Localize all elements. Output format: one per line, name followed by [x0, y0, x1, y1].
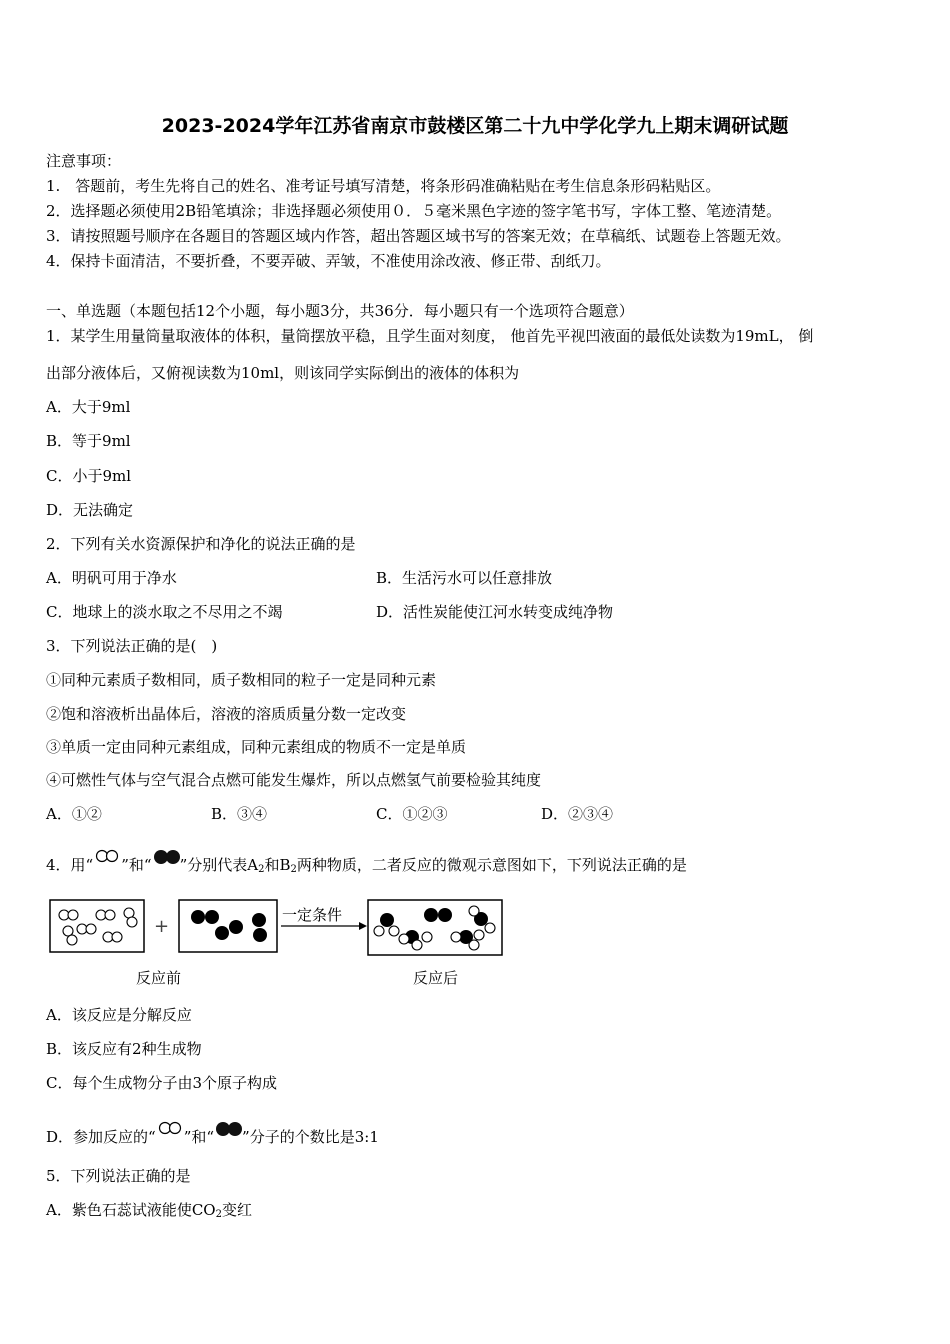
option-d-part: D．参加反应的“ [46, 1128, 156, 1146]
subscript: 2 [215, 1209, 222, 1220]
question-1-option-c: C．小于9ml [46, 467, 132, 485]
white-molecule-icon [156, 1120, 184, 1136]
question-2-option-d: D．活性炭能使江河水转变成纯净物 [376, 603, 614, 621]
arrow-label: 一定条件 [282, 906, 343, 924]
arrow-head [359, 922, 367, 930]
reaction-diagram [46, 893, 516, 993]
question-4-stem-part: ”分别代表A [179, 856, 259, 874]
black-molecule-icon [214, 1120, 242, 1136]
question-4-stem-part: 两种物质，二者反应的微观示意图如下，下列说法正确的是 [296, 856, 687, 874]
before-label: 反应前 [136, 969, 182, 987]
question-3-statement: ③单质一定由同种元素组成，同种元素组成的物质不一定是单质 [46, 738, 467, 756]
question-3-option-c: C．①②③ [376, 805, 448, 823]
question-4-option-d [46, 1120, 379, 1147]
question-3-statement: ①同种元素质子数相同，质子数相同的粒子一定是同种元素 [46, 671, 437, 689]
black-molecule-icon [152, 848, 180, 864]
question-4-stem [46, 848, 687, 880]
product-molecules [374, 906, 495, 950]
notice-item: 2．选择题必须使用2B铅笔填涂；非选择题必须使用０．５毫米黑色字迹的签字笔书写，字体工整、笔迹清楚。 [46, 202, 782, 220]
question-1-option-a: A．大于9ml [46, 398, 131, 416]
option-d-part: ”分子的个数比是3:1 [242, 1128, 379, 1146]
question-4-stem-part: ”和“ [121, 856, 152, 874]
subscript: 2 [258, 864, 265, 875]
question-4-option-a: A．该反应是分解反应 [46, 1006, 192, 1024]
page-title: 2023-2024学年江苏省南京市鼓楼区第二十九中学化学九上期末调研试题 [161, 115, 789, 137]
question-1-stem-cont: 出部分液体后，又俯视读数为10ml，则该同学实际倒出的液体的体积为 [46, 364, 520, 382]
question-4-option-b: B．该反应有2种生成物 [46, 1040, 202, 1058]
plus-sign: + [154, 916, 170, 937]
product-box [368, 900, 502, 955]
white-molecule-icon [93, 848, 121, 864]
question-4-option-c: C．每个生成物分子由3个原子构成 [46, 1074, 278, 1092]
question-3-option-b: B．③④ [211, 805, 268, 823]
option-a-part: 变红 [221, 1201, 252, 1219]
question-4-stem-part: 4．用“ [46, 856, 94, 874]
notice-item: 4．保持卡面清洁，不要折叠，不要弄破、弄皱，不准使用涂改液、修正带、刮纸刀。 [46, 252, 611, 270]
notice-heading: 注意事项： [46, 152, 122, 170]
question-1-stem: 1．某学生用量筒量取液体的体积，量筒摆放平稳，且学生面对刻度， 他首先平视凹液面的最低处读数为19mL， 倒 [46, 327, 814, 345]
question-2-stem: 2．下列有关水资源保护和净化的说法正确的是 [46, 535, 356, 553]
question-2-option-c: C．地球上的淡水取之不尽用之不竭 [46, 603, 283, 621]
notice-item: 1. 答题前，考生先将自己的姓名、准考证号填写清楚，将条形码准确粘贴在考生信息条形码粘贴区。 [46, 177, 721, 195]
question-2-option-a: A．明矾可用于净水 [46, 569, 177, 587]
question-4-stem-part: 和B [264, 856, 291, 874]
question-2-option-b: B．生活污水可以任意排放 [376, 569, 553, 587]
section-heading: 一、单选题（本题包括12个小题，每小题3分，共36分．每小题只有一个选项符合题意） [46, 302, 634, 320]
option-d-part: ”和“ [183, 1128, 215, 1146]
question-1-option-b: B．等于9ml [46, 432, 131, 450]
question-3-statement: ②饱和溶液析出晶体后，溶液的溶质质量分数一定改变 [46, 705, 407, 723]
white-molecules [59, 908, 137, 945]
question-3-stem: 3．下列说法正确的是( ) [46, 637, 218, 655]
after-label: 反应后 [413, 969, 459, 987]
black-molecules [191, 910, 267, 942]
question-1-option-d: D．无法确定 [46, 501, 134, 519]
notice-item: 3．请按照题号顺序在各题目的答题区域内作答，超出答题区域书写的答案无效；在草稿纸、试题卷上答题无效。 [46, 227, 791, 245]
question-3-option-a: A．①② [46, 805, 102, 823]
question-3-option-d: D．②③④ [541, 805, 614, 823]
question-3-statement: ④可燃性气体与空气混合点燃可能发生爆炸，所以点燃氢气前要检验其纯度 [46, 771, 542, 789]
option-a-part: A．紫色石蕊试液能使CO [46, 1201, 216, 1219]
subscript: 2 [290, 864, 297, 875]
question-5-stem: 5．下列说法正确的是 [46, 1167, 191, 1185]
question-5-option-a [46, 1200, 252, 1225]
